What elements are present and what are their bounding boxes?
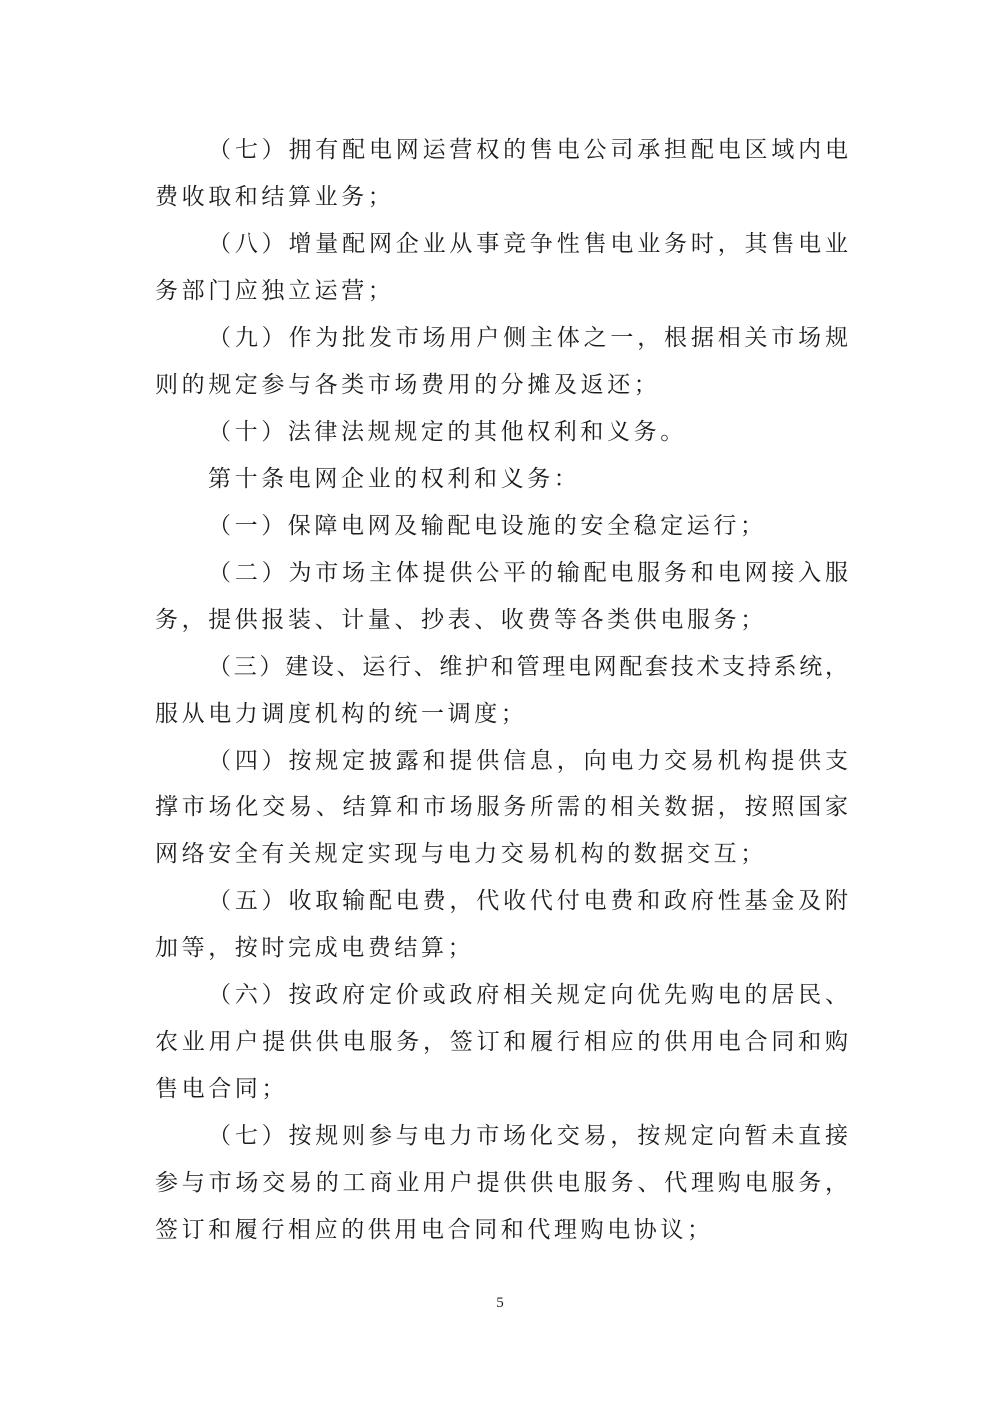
paragraph-line: （六）按政府定价或政府相关规定向优先购电的居民、 xyxy=(208,982,848,1008)
paragraph-line: 费收取和结算业务； xyxy=(155,184,395,210)
paragraph-line: 售电合同； xyxy=(155,1076,288,1102)
paragraph-line: 加等，按时完成电费结算； xyxy=(155,935,475,961)
paragraph-line: 第十条电网企业的权利和义务： xyxy=(208,466,581,492)
paragraph-line: （三）建设、运行、维护和管理电网配套技术支持系统， xyxy=(208,654,848,680)
paragraph-line: （二）为市场主体提供公平的输配电服务和电网接入服 xyxy=(208,560,848,586)
paragraph-line: 务部门应独立运营； xyxy=(155,278,395,304)
paragraph-line: （九）作为批发市场用户侧主体之一，根据相关市场规 xyxy=(208,325,848,351)
paragraph-line: 撑市场化交易、结算和市场服务所需的相关数据，按照国家 xyxy=(155,794,848,820)
paragraph-line: 网络安全有关规定实现与电力交易机构的数据交互； xyxy=(155,841,767,867)
paragraph-line: 务，提供报装、计量、抄表、收费等各类供电服务； xyxy=(155,607,767,633)
paragraph-line: 农业用户提供供电服务，签订和履行相应的供用电合同和购 xyxy=(155,1029,848,1055)
paragraph-line: （十）法律法规规定的其他权利和义务。 xyxy=(208,419,687,445)
paragraph-line: （四）按规定披露和提供信息，向电力交易机构提供支 xyxy=(208,748,848,774)
page-number: 5 xyxy=(496,1295,504,1311)
paragraph-line: （五）收取输配电费，代收代付电费和政府性基金及附 xyxy=(208,888,848,914)
paragraph-line: 则的规定参与各类市场费用的分摊及返还； xyxy=(155,372,661,398)
paragraph-line: （七）按规则参与电力市场化交易，按规定向暂未直接 xyxy=(208,1123,848,1149)
paragraph-line: （一）保障电网及输配电设施的安全稳定运行； xyxy=(208,513,767,539)
paragraph-line: （七）拥有配电网运营权的售电公司承担配电区域内电 xyxy=(208,137,848,163)
paragraph-line: （八）增量配网企业从事竞争性售电业务时，其售电业 xyxy=(208,231,848,257)
paragraph-line: 服从电力调度机构的统一调度； xyxy=(155,701,528,727)
paragraph-line: 参与市场交易的工商业用户提供供电服务、代理购电服务， xyxy=(155,1170,848,1196)
paragraph-line: 签订和履行相应的供用电合同和代理购电协议； xyxy=(155,1217,714,1243)
